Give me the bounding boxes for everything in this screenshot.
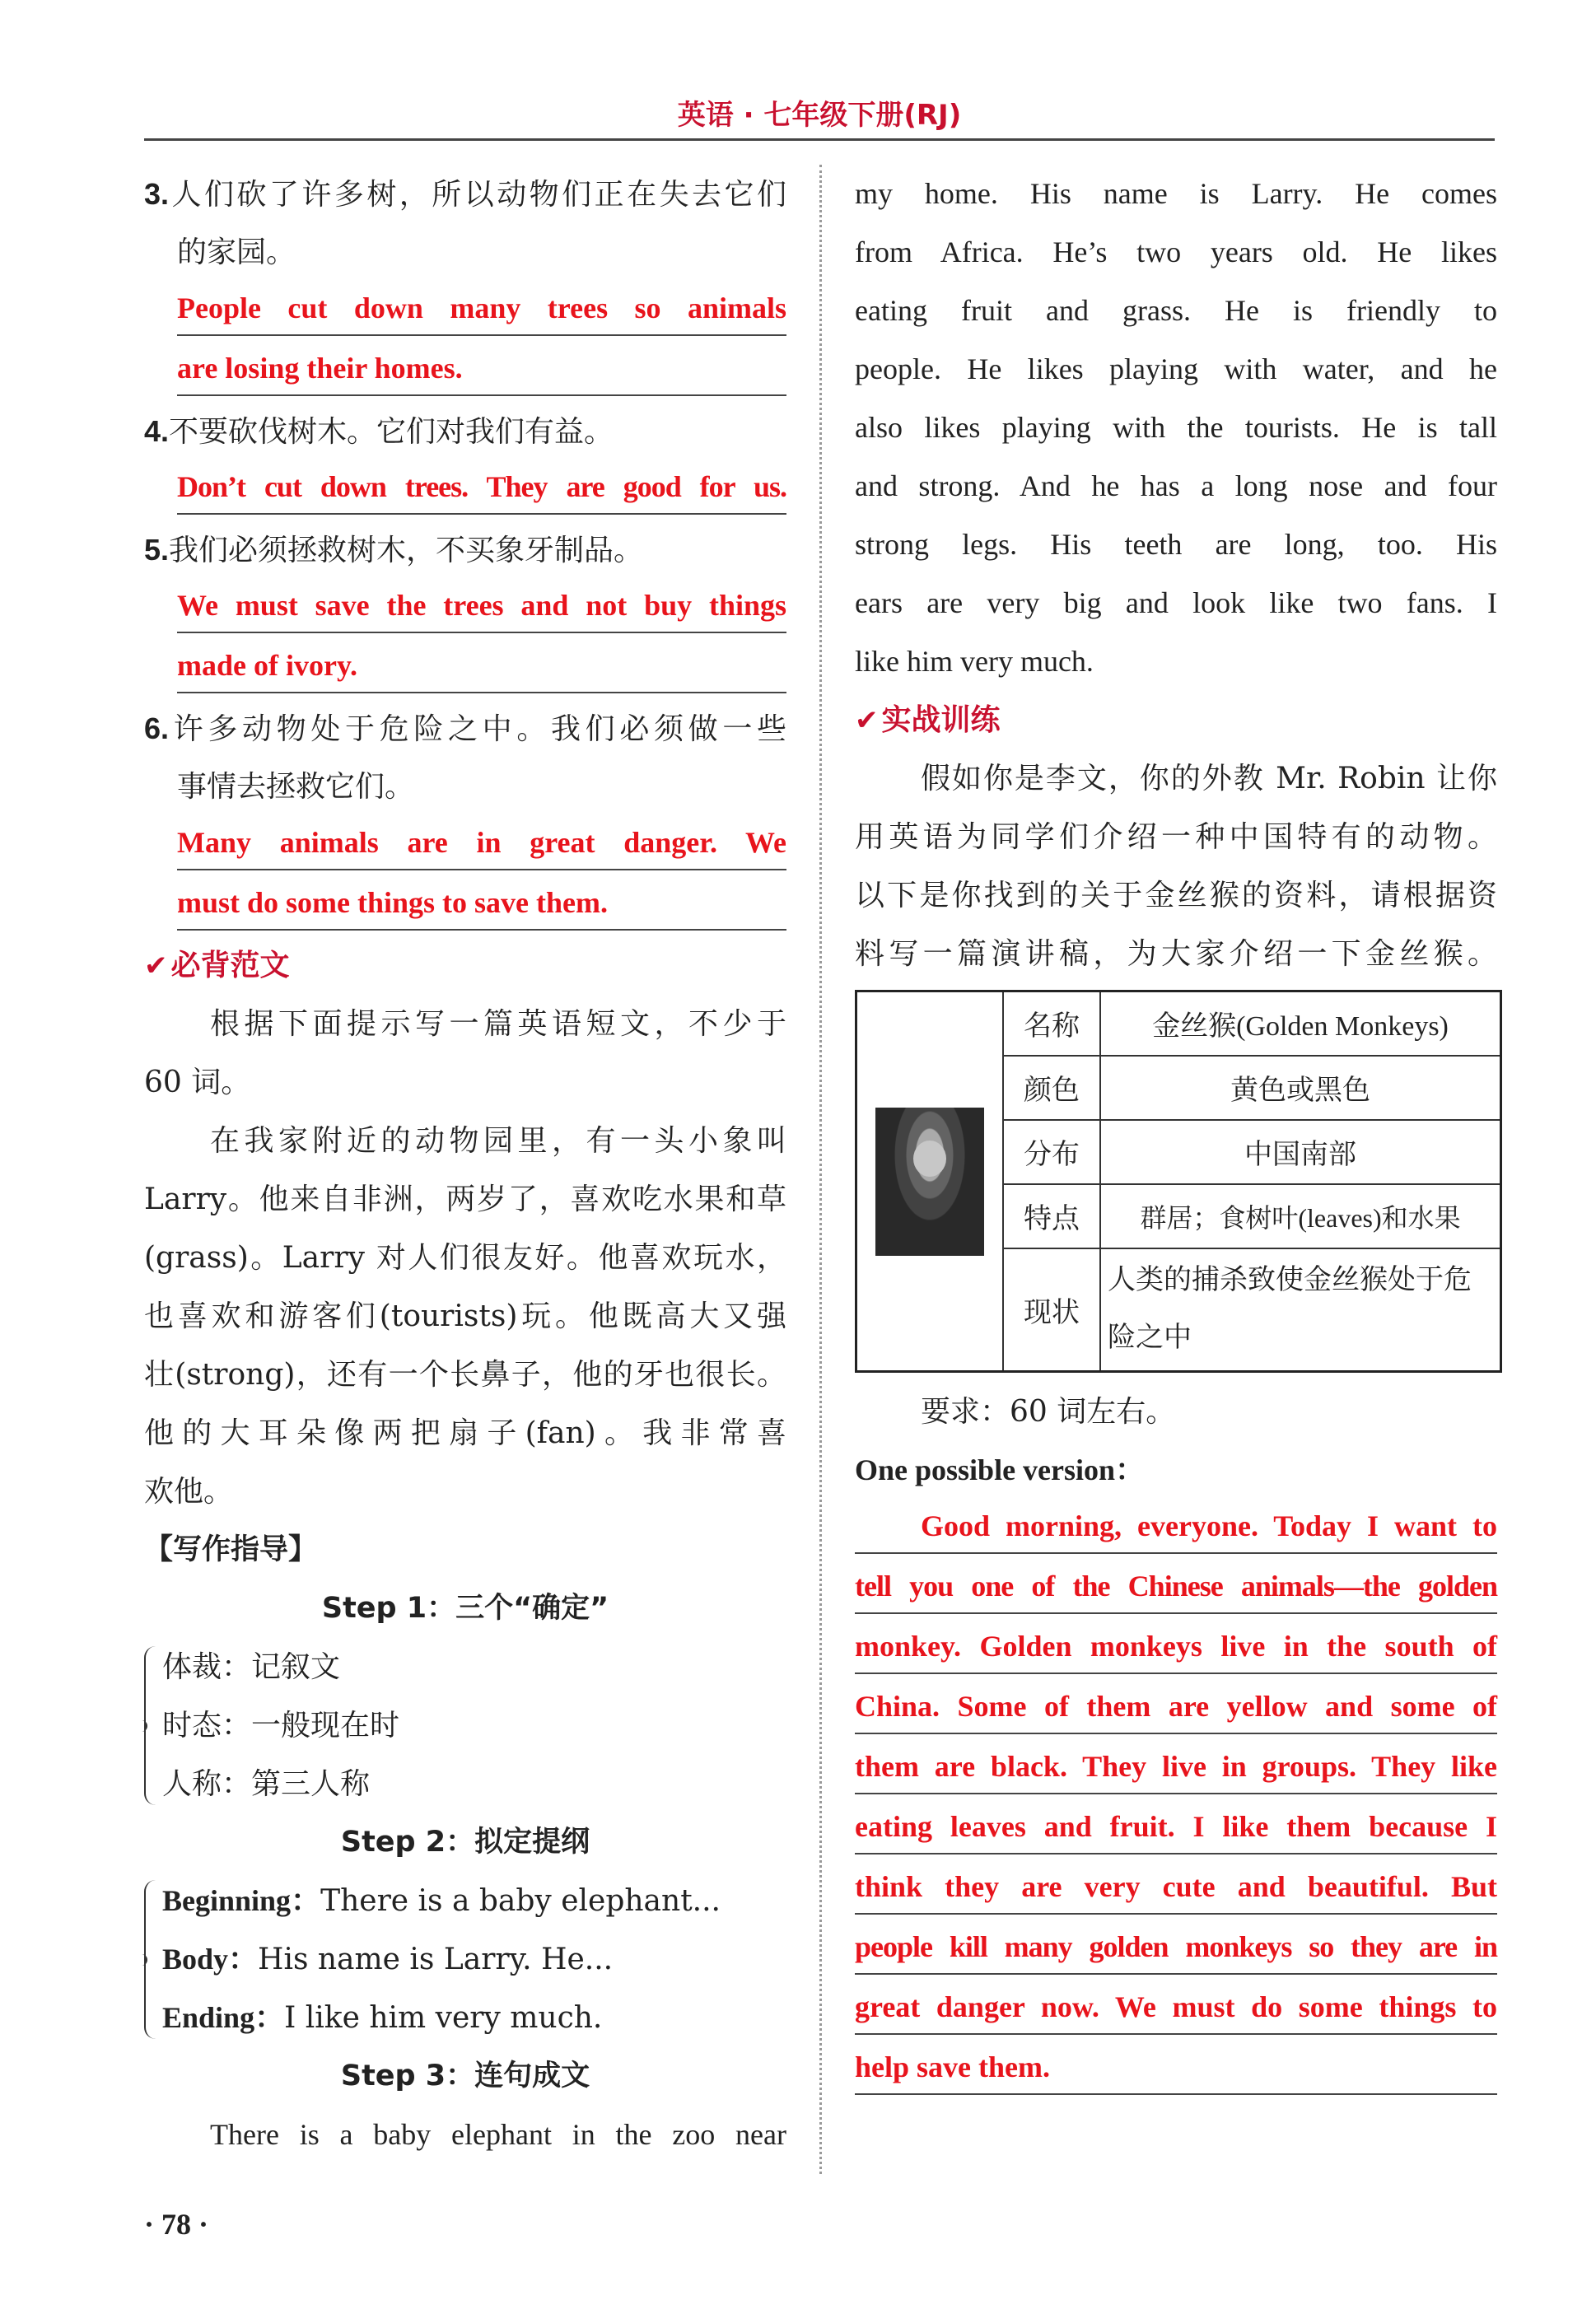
- step-1-item: 体裁：记叙文: [162, 1650, 341, 1684]
- requirement: 要求：60 词左右。: [921, 1395, 1176, 1429]
- check-icon: ✔: [144, 949, 168, 982]
- table-value: 黄色或黑色: [1100, 1056, 1501, 1120]
- story-line-4: 也喜欢和游客们(tourists)玩。他既高大又强: [144, 1299, 786, 1333]
- page-number: · 78 ·: [144, 2208, 209, 2241]
- model-essay-line: China. Some of them are yellow and some of: [855, 1680, 1497, 1734]
- task-line: 以下是你找到的关于金丝猴的资料，请根据资: [855, 879, 1497, 912]
- step-1-item: 时态：一般现在时: [162, 1709, 400, 1742]
- step-1-title: Step 1：三个“确定”: [321, 1592, 609, 1625]
- story-line-7: 欢他。: [144, 1475, 234, 1509]
- model-essay-line: great danger now. We must do some things to: [855, 1980, 1497, 2035]
- model-essay-line: help save them.: [855, 2041, 1497, 2095]
- task-line: 假如你是李文，你的外教 Mr. Robin 让你: [921, 762, 1497, 795]
- model-essay-line: think they are very cute and beautiful. But: [855, 1860, 1497, 1915]
- right-column: [855, 165, 1497, 2101]
- step-3-title: Step 3：连句成文: [340, 2060, 590, 2092]
- step-1-item: 人称：第三人称: [162, 1767, 371, 1801]
- section-practice: ✔ 实战训练: [855, 703, 1001, 737]
- essay-cont-line: also likes playing with the tourists. He is tall: [855, 411, 1497, 444]
- question-4: 4.不要砍伐树木。它们对我们有益。: [144, 414, 614, 449]
- answer-6-line-2: must do some things to save them.: [177, 876, 786, 931]
- story-line-1: 在我家附近的动物园里，有一头小象叫: [210, 1124, 786, 1158]
- table-key: 分布: [1003, 1120, 1100, 1184]
- prompt-line-1: 根据下面提示写一篇英语短文，不少于: [210, 1007, 786, 1041]
- page-header: 英语 · 七年级下册(RJ): [677, 99, 962, 132]
- brace: [144, 1646, 157, 1805]
- model-essay-line: monkey. Golden monkeys live in the south of: [855, 1620, 1497, 1674]
- question-6-line-2: 事情去拯救它们。: [177, 770, 415, 804]
- essay-cont-line: and strong. And he has a long nose and four: [855, 469, 1497, 502]
- essay-cont-line: my home. His name is Larry. He comes: [855, 177, 1497, 210]
- model-essay-line: eating leaves and fruit. I like them because I: [855, 1800, 1497, 1854]
- question-3-line-2: 的家园。: [177, 236, 296, 269]
- essay-cont-line: people. He likes playing with water, and he: [855, 352, 1497, 385]
- version-label: One possible version：: [855, 1453, 1146, 1486]
- table-key: 特点: [1003, 1184, 1100, 1248]
- essay-cont-line: eating fruit and grass. He is friendly to: [855, 294, 1497, 327]
- story-line-5: 壮(strong)，还有一个长鼻子，他的牙也很长。: [144, 1358, 786, 1392]
- check-icon: ✔: [855, 704, 879, 737]
- section-model-essay: ✔ 必背范文: [144, 949, 290, 982]
- story-line-6: 他的大耳朵像两把扇子(fan)。我非常喜: [144, 1416, 786, 1450]
- table-value: 中国南部: [1100, 1120, 1501, 1184]
- step-3-first-line: There is a baby elephant in the zoo near: [210, 2118, 786, 2151]
- outline-item: Ending：I like him very much.: [162, 2001, 603, 2035]
- left-column: [144, 165, 786, 2164]
- story-line-2: Larry。他来自非洲，两岁了，喜欢吃水果和草: [144, 1183, 786, 1216]
- table-key: 颜色: [1003, 1056, 1100, 1120]
- column-divider: [819, 165, 822, 2174]
- question-6-line-1: 6.许多动物处于危险之中。我们必须做一些: [144, 711, 786, 746]
- table-value: 群居；食树叶(leaves)和水果: [1100, 1184, 1501, 1248]
- step-2-title: Step 2：拟定提纲: [340, 1826, 590, 1859]
- prompt-line-2: 60 词。: [144, 1066, 251, 1099]
- model-essay-line: people kill many golden monkeys so they are in: [855, 1920, 1497, 1975]
- question-5: 5.我们必须拯救树木，不买象牙制品。: [144, 533, 644, 567]
- header-rule: [144, 138, 1495, 141]
- table-value: 人类的捕杀致使金丝猴处于危险之中: [1100, 1248, 1501, 1372]
- answer-4: Don’t cut down trees. They are good for us.: [177, 460, 786, 515]
- model-essay-line: tell you one of the Chinese animals—the golden: [855, 1560, 1497, 1614]
- outline-item: Beginning：There is a baby elephant...: [162, 1884, 721, 1918]
- model-essay-line: Good morning, everyone. Today I want to: [855, 1500, 1497, 1554]
- task-line: 用英语为同学们介绍一种中国特有的动物。: [855, 820, 1497, 854]
- answer-3-line-1: People cut down many trees so animals: [177, 282, 786, 336]
- table-key: 名称: [1003, 991, 1100, 1056]
- question-3-line-1: 3.人们砍了许多树，所以动物们正在失去它们: [144, 177, 786, 212]
- monkey-photo: [856, 991, 1004, 1372]
- table-value: 金丝猴(Golden Monkeys): [1100, 991, 1501, 1056]
- story-line-3: (grass)。Larry 对人们很友好。他喜欢玩水，: [144, 1241, 786, 1275]
- answer-5-line-2: made of ivory.: [177, 639, 786, 693]
- step-1-list: [144, 1638, 786, 1813]
- essay-cont-line: strong legs. His teeth are long, too. His: [855, 528, 1497, 561]
- essay-cont-line: ears are very big and look like two fans. I: [855, 586, 1497, 619]
- writing-guide-title: 【写作指导】: [144, 1533, 318, 1566]
- answer-3-line-2: are losing their homes.: [177, 342, 786, 396]
- step-2-list: [144, 1872, 786, 2047]
- essay-cont-line: like him very much.: [855, 645, 1094, 678]
- brace: [144, 1880, 157, 2039]
- answer-6-line-1: Many animals are in great danger. We: [177, 816, 786, 870]
- essay-cont-line: from Africa. He’s two years old. He likes: [855, 236, 1497, 268]
- outline-item: Body：His name is Larry. He...: [162, 1943, 614, 1976]
- task-line: 料写一篇演讲稿，为大家介绍一下金丝猴。: [855, 937, 1497, 971]
- model-essay-line: them are black. They live in groups. They like: [855, 1740, 1497, 1794]
- info-table: [855, 990, 1502, 1373]
- answer-5-line-1: We must save the trees and not buy things: [177, 579, 786, 633]
- table-key: 现状: [1003, 1248, 1100, 1372]
